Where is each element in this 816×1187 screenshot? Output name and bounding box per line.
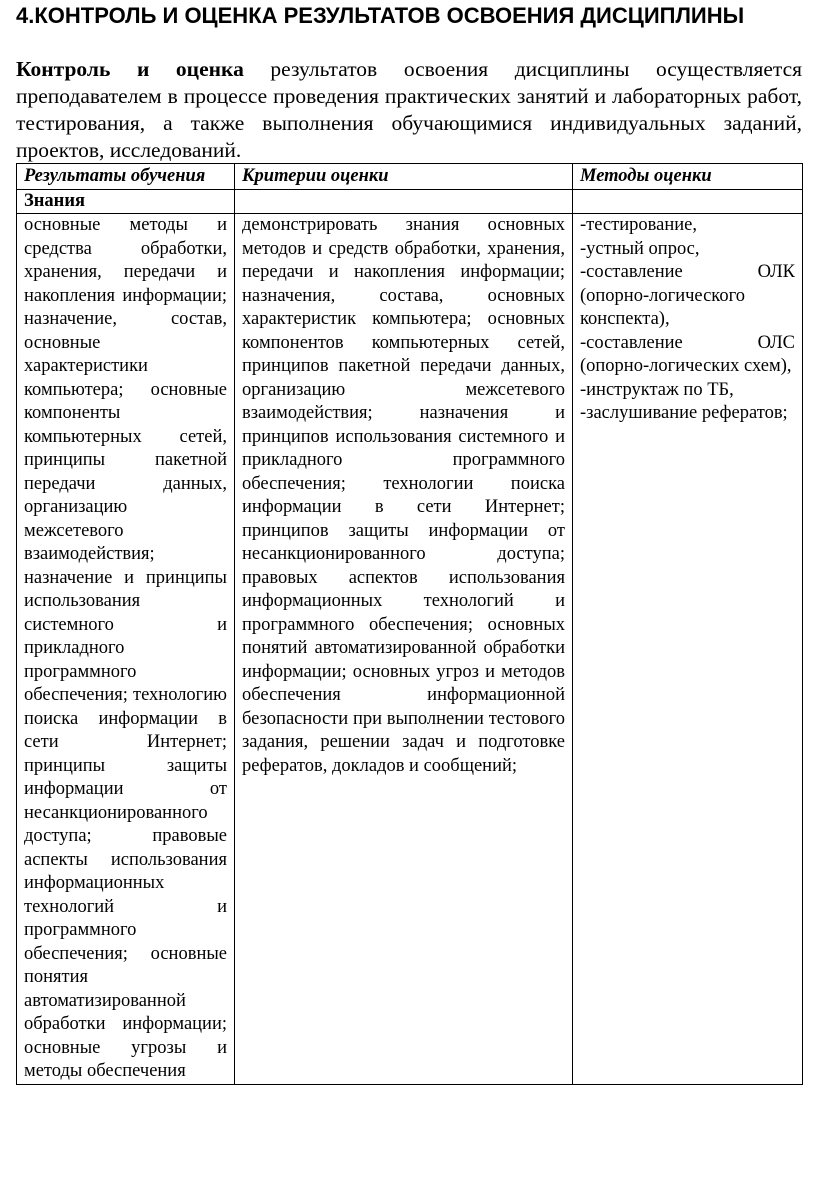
header-methods: Методы оценки xyxy=(573,164,803,190)
table-header-row xyxy=(17,164,803,190)
section-row xyxy=(17,189,803,214)
assessment-table xyxy=(16,163,803,1085)
method-item: -составление ОЛС (опорно-логических схем), xyxy=(580,332,795,376)
table-row xyxy=(17,214,803,1085)
intro-bold-phrase: Контроль и оценка xyxy=(16,57,244,81)
intro-paragraph xyxy=(16,56,802,164)
header-results: Результаты обучения xyxy=(17,164,235,190)
section-heading: 4.КОНТРОЛЬ И ОЦЕНКА РЕЗУЛЬТАТОВ ОСВОЕНИЯ ДИСЦИПЛИНЫ xyxy=(16,3,745,28)
results-cell: основные методы и средства обработки, хранения, передачи и накопления информации; назначение, состав, основные характеристики компьютера; основные компоненты компьютерных сетей, принципы пакетной передачи данных, организацию межсетевого взаимодействия; назначение и принципы использования системного и прикладного программного обеспечения; технологию поиска информации в сети Интернет; принципы защиты информации от несанкционированного доступа; правовые аспекты использования информационных технологий и программного обеспечения; основные понятия автоматизированной обработки информации; основные угрозы и методы обеспечения xyxy=(17,214,235,1085)
method-item: -заслушивание рефератов; xyxy=(580,403,788,423)
section-empty-cell xyxy=(573,189,803,214)
methods-cell xyxy=(573,214,803,1085)
method-item: -тестирование, xyxy=(580,215,697,235)
section-label-knowledge: Знания xyxy=(17,189,235,214)
criteria-cell: демонстрировать знания основных методов и средств обработки, хранения, передачи и накопления информации; назначения, состава, основных характеристик компьютера; основных компонентов компьютерных сетей, принципов пакетной передачи данных, организацию межсетевого взаимодействия; назначения и принципов использования системного и прикладного программного обеспечения; технологии поиска информации в сети Интернет; принципов защиты информации от несанкционированного доступа; правовых аспектов использования информационных технологий и программного обеспечения; основных понятий автоматизированной обработки информации; основных угроз и методов обеспечения информационной безопасности при выполнении тестового задания, решении задач и подготовке рефератов, докладов и сообщений; xyxy=(235,214,573,1085)
section-empty-cell xyxy=(235,189,573,214)
method-item: -инструктаж по ТБ, xyxy=(580,379,734,400)
header-criteria: Критерии оценки xyxy=(235,164,573,190)
intro-text: результатов освоения дисциплины осуществляется преподавателем в процессе проведения практических занятий и лабораторных работ, тестирования, а также выполнения обучающимися индивидуальных заданий, проектов, исследований. xyxy=(16,57,802,162)
method-item: -устный опрос, xyxy=(580,238,700,259)
method-item: -составление ОЛК (опорно-логического конспекта), xyxy=(580,262,795,329)
